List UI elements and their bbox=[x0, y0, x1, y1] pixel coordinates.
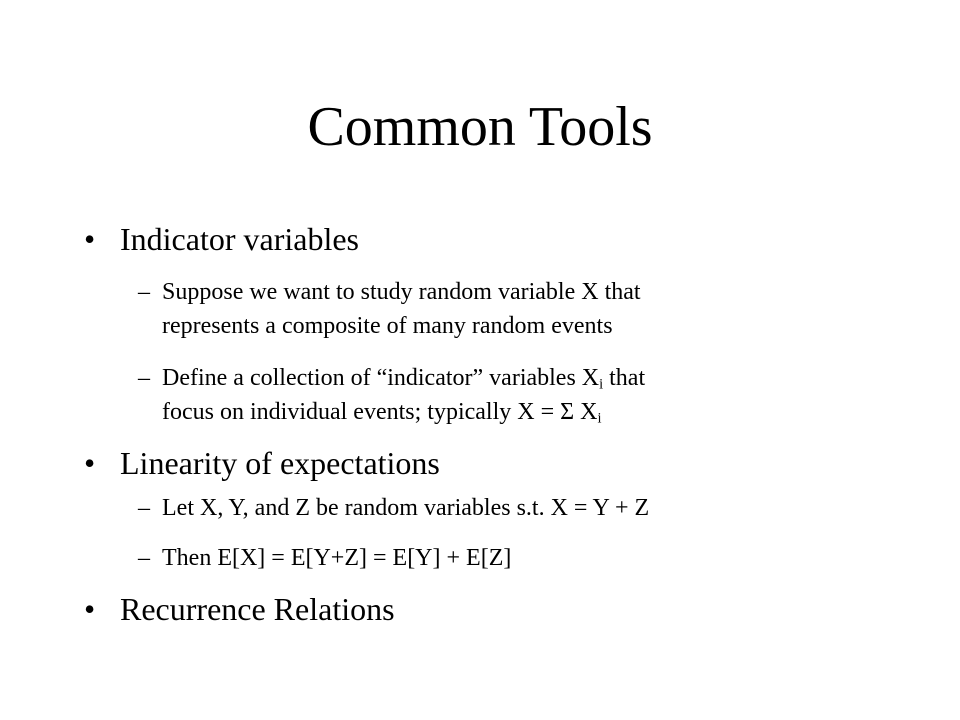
bullet-label: Recurrence Relations bbox=[120, 591, 395, 627]
sub-bullet-text-line1 bbox=[162, 362, 645, 394]
sub-bullet-dash: – bbox=[138, 279, 150, 305]
sub-bullet-dash: – bbox=[138, 365, 150, 391]
sub-bullet-dash: – bbox=[138, 545, 150, 571]
bullet-dot: • bbox=[84, 445, 96, 481]
define-line1-subscript: i bbox=[599, 376, 604, 393]
bullet-label: Indicator variables bbox=[120, 221, 359, 257]
define-line2-subscript: i bbox=[597, 410, 602, 427]
sub-bullet-text: Then E[X] = E[Y+Z] = E[Y] + E[Z] bbox=[162, 545, 512, 571]
bullet-dot: • bbox=[84, 221, 96, 257]
sub-bullet-dash: – bbox=[138, 495, 150, 521]
sub-bullet-text-line2 bbox=[162, 396, 601, 428]
sub-bullet-text-line1: Suppose we want to study random variable X that bbox=[162, 279, 641, 305]
sub-bullet-text-line2: represents a composite of many random events bbox=[162, 313, 613, 339]
bullet-label: Linearity of expectations bbox=[120, 445, 440, 481]
define-line1-post: that bbox=[603, 365, 646, 391]
define-line2-pre: focus on individual events; typically X = Σ X bbox=[162, 399, 598, 425]
define-line1-pre: Define a collection of “indicator” variables X bbox=[162, 365, 600, 391]
sub-bullet-text: Let X, Y, and Z be random variables s.t. X = Y + Z bbox=[162, 495, 650, 521]
bullet-dot: • bbox=[84, 591, 96, 627]
slide-title: Common Tools bbox=[307, 96, 653, 158]
